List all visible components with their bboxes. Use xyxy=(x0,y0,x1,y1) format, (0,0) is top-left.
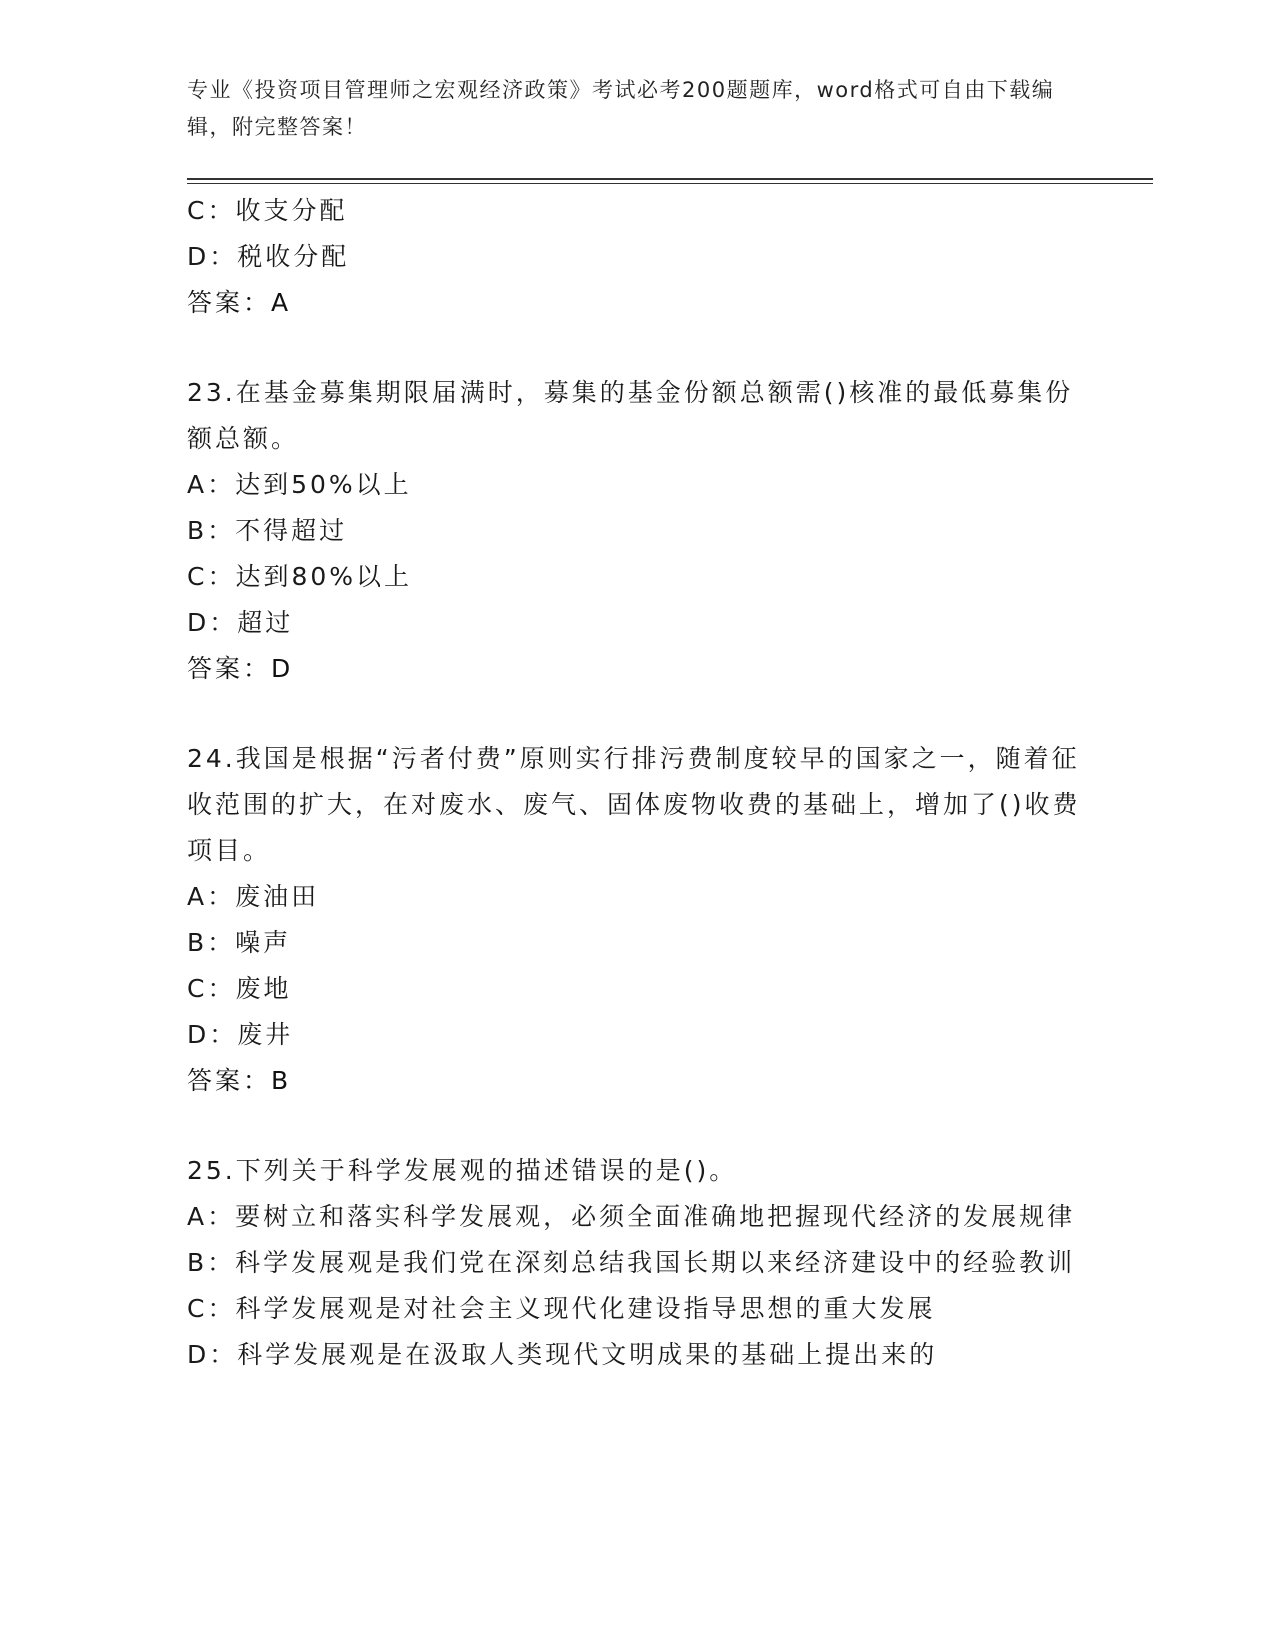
option-a: A：要树立和落实科学发展观，必须全面准确地把握现代经济的发展规律 xyxy=(187,1202,1076,1231)
header-divider-thin xyxy=(187,183,1153,184)
option-c: C：收支分配 xyxy=(187,196,348,225)
question-stem: 23.在基金募集期限届满时，募集的基金份额总额需()核准的最低募集份额总额。 xyxy=(187,378,1074,453)
question-stem: 24.我国是根据“污者付费”原则实行排污费制度较早的国家之一，随着征收范围的扩大，在对废水、废气、固体废物收费的基础上，增加了()收费项目。 xyxy=(187,744,1081,865)
option-c: C：废地 xyxy=(187,974,292,1003)
question-22-partial xyxy=(187,188,1087,326)
question-25 xyxy=(187,1148,1087,1378)
option-a: A：废油田 xyxy=(187,882,320,911)
option-b: B：科学发展观是我们党在深刻总结我国长期以来经济建设中的经验教训 xyxy=(187,1248,1076,1277)
option-b: B：不得超过 xyxy=(187,516,348,545)
option-d: D：税收分配 xyxy=(187,242,350,271)
option-a: A：达到50%以上 xyxy=(187,470,412,499)
option-c: C：科学发展观是对社会主义现代化建设指导思想的重大发展 xyxy=(187,1294,936,1323)
answer-line: 答案：A xyxy=(187,288,292,317)
header-divider-thick xyxy=(187,178,1153,180)
question-stem: 25.下列关于科学发展观的描述错误的是()。 xyxy=(187,1156,738,1185)
option-c: C：达到80%以上 xyxy=(187,562,413,591)
option-d: D：废井 xyxy=(187,1020,294,1049)
question-23 xyxy=(187,370,1087,692)
question-24 xyxy=(187,736,1087,1104)
document-body xyxy=(187,188,1087,1378)
option-b: B：噪声 xyxy=(187,928,292,957)
option-d: D：科学发展观是在汲取人类现代文明成果的基础上提出来的 xyxy=(187,1340,938,1369)
answer-line: 答案：B xyxy=(187,1066,292,1095)
option-d: D：超过 xyxy=(187,608,294,637)
answer-line: 答案：D xyxy=(187,654,294,683)
document-header: 专业《投资项目管理师之宏观经济政策》考试必考200题题库，word格式可自由下载编辑，附完整答案！ xyxy=(187,78,1055,139)
